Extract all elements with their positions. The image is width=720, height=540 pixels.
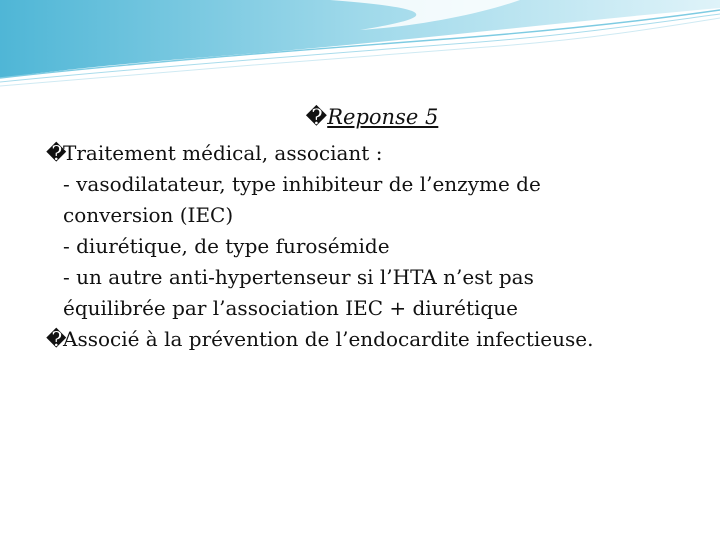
- text-line: Associé à la prévention de l’endocardite infectieuse.: [63, 327, 594, 351]
- paragraph-bullet-glyph: �: [46, 141, 67, 165]
- paragraph-bullet-glyph: �: [46, 327, 67, 351]
- text-line: conversion (IEC): [63, 203, 234, 227]
- title-bullet-glyph: �: [305, 105, 328, 129]
- header-swoosh-decoration: [0, 0, 720, 90]
- text-line: équilibrée par l’association IEC + diurétique: [63, 296, 518, 320]
- text-line: - diurétique, de type furosémide: [63, 234, 390, 258]
- paragraph-treatment: [46, 138, 706, 324]
- slide-body: [46, 138, 706, 355]
- text-line: Traitement médical, associant :: [63, 141, 383, 165]
- paragraph-prevention: [46, 324, 706, 355]
- slide-title: [0, 104, 720, 130]
- title-text: Reponse 5: [327, 105, 439, 129]
- text-line: - vasodilatateur, type inhibiteur de l’enzyme de: [63, 172, 541, 196]
- text-line: - un autre anti-hypertenseur si l’HTA n’est pas: [63, 265, 534, 289]
